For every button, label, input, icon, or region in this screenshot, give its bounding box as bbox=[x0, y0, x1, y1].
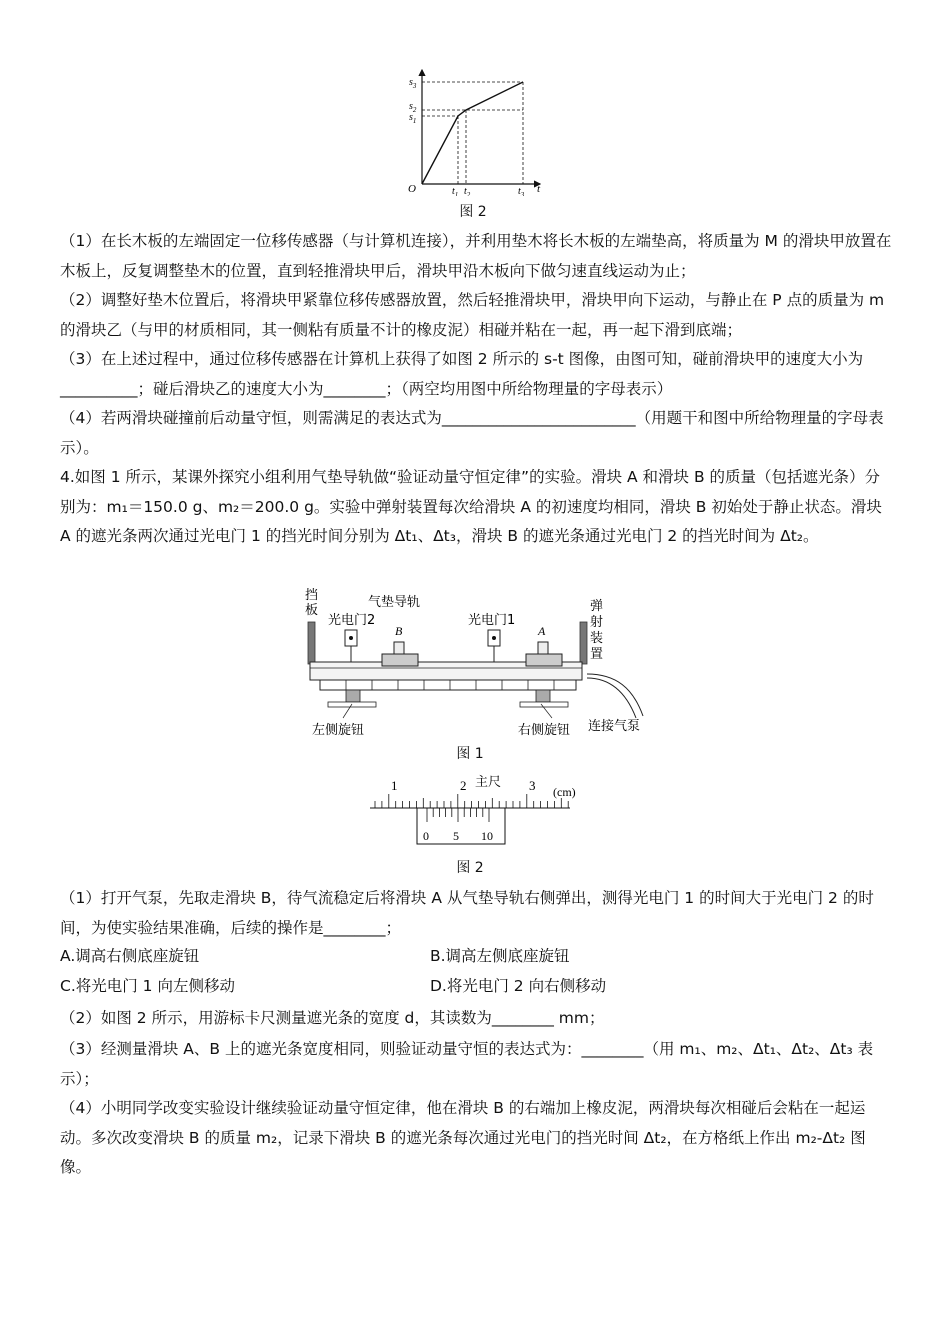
block-b bbox=[382, 654, 418, 666]
option-a: A.调高右侧底座旋钮 bbox=[60, 947, 200, 965]
launcher bbox=[580, 622, 587, 664]
option-d: D.将光电门 2 向右侧移动 bbox=[430, 977, 607, 995]
q4-part3: （3）经测量滑块 A、B 上的遮光条宽度相同，则验证动量守恒的表达式为：________（用 m₁、m₂、Δt₁、Δt₂、Δt₃ 表示）； bbox=[60, 1040, 874, 1088]
x-label-t2: $t_2$ bbox=[464, 186, 471, 196]
fig1-caption: 图 1 bbox=[456, 746, 484, 762]
fig2-caption: 图 2 bbox=[456, 860, 484, 876]
vernier-tick-0: 0 bbox=[423, 829, 429, 843]
st-graph-figure bbox=[400, 66, 550, 196]
st-graph-caption: 图 2 bbox=[459, 204, 487, 220]
block-a bbox=[526, 654, 562, 666]
board-label-2: 板 bbox=[305, 603, 319, 618]
unit-label: (cm) bbox=[553, 785, 576, 799]
q3-part4: （4）若两滑块碰撞前后动量守恒，则需满足的表达式为_________________________（用题干和图中所给物理量的字母表示）。 bbox=[60, 409, 884, 457]
block-b-label: B bbox=[395, 624, 403, 638]
x-label-t3: $t_3$ bbox=[518, 186, 525, 196]
main-scale-label: 主尺 bbox=[475, 775, 502, 790]
q4-part4: （4）小明同学改变实验设计继续验证动量守恒定律，他在滑块 B 的右端加上橡皮泥，两滑块每次相碰后会粘在一起运动。多次改变滑块 B 的质量 m₂，记录下滑块 B 的遮光条每次通过光电门的挡光时间 Δt₂，在方格纸上作出 m₂-Δt₂ 图像。 bbox=[60, 1099, 866, 1176]
st-line bbox=[422, 82, 523, 184]
right-knob bbox=[536, 690, 550, 702]
st-graph bbox=[400, 66, 550, 196]
option-b: B.调高左侧底座旋钮 bbox=[430, 947, 570, 965]
right-knob-label: 右侧旋钮 bbox=[518, 723, 571, 738]
gate1-label: 光电门1 bbox=[468, 613, 516, 628]
main-tick-2: 2 bbox=[460, 778, 467, 793]
launcher-label-4: 置 bbox=[590, 647, 604, 662]
main-tick-1: 1 bbox=[391, 778, 398, 793]
q3-part1: （1）在长木板的左端固定一位移传感器（与计算机连接），并利用垫木将长木板的左端垫高，将质量为 M 的滑块甲放置在木板上，反复调整垫木的位置，直到轻推滑块甲后，滑块甲沿木板向下做匀速直线运动为止； bbox=[60, 232, 892, 280]
launcher-label-1: 弹 bbox=[590, 599, 604, 614]
q3-part2: （2）调整好垫木位置后，将滑块甲紧靠位移传感器放置，然后轻推滑块甲，滑块甲向下运动，与静止在 P 点的质量为 m 的滑块乙（与甲的材质相同，其一侧粘有质量不计的橡皮泥）相碰并粘在一起，再一起下滑到底端； bbox=[60, 291, 885, 339]
q3-part3: （3）在上述过程中，通过位移传感器在计算机上获得了如图 2 所示的 s-t 图像，由图可知，碰前滑块甲的速度大小为__________；碰后滑块乙的速度大小为________；（两空均用图中所给物理量的字母表示） bbox=[60, 350, 864, 398]
board-label-1: 挡 bbox=[305, 588, 319, 603]
q4-intro: 4.如图 1 所示，某课外探究小组利用气垫导轨做“验证动量守恒定律”的实验。滑块 A 和滑块 B 的质量（包括遮光条）分别为：m₁＝150.0 g、m₂＝200.0 g。实验中弹射装置每次给滑块 A 的初速度均相同，滑块 B 初始处于静止状态。滑块 A 的遮光条两次通过光电门 1 的挡光时间分别为 Δt₁、Δt₃，滑块 B 的遮光条通过光电门 2 的挡光时间为 Δt₂。 bbox=[60, 468, 882, 545]
vernier-tick-10: 10 bbox=[481, 829, 493, 843]
option-c: C.将光电门 1 向左侧移动 bbox=[60, 977, 235, 995]
block-a-label: A bbox=[538, 624, 546, 638]
launcher-label-3: 装 bbox=[590, 631, 604, 646]
y-label-s3: $s_3$ bbox=[409, 77, 417, 90]
main-tick-3: 3 bbox=[529, 778, 536, 793]
y-label-s2: $s_2$ bbox=[409, 101, 417, 114]
air-track-diagram bbox=[298, 588, 658, 740]
vernier-tick-5: 5 bbox=[453, 829, 459, 843]
x-axis-label: t bbox=[537, 183, 541, 195]
left-knob bbox=[346, 690, 360, 702]
vernier-figure bbox=[365, 770, 590, 848]
track-base bbox=[320, 680, 576, 690]
pump-label: 连接气泵 bbox=[588, 719, 641, 734]
track-label: 气垫导轨 bbox=[368, 595, 421, 610]
q4-part1: （1）打开气泵，先取走滑块 B，待气流稳定后将滑块 A 从气垫导轨右侧弹出，测得光电门 1 的时间大于光电门 2 的时间，为使实验结果准确，后续的操作是________； bbox=[60, 889, 874, 937]
air-track-figure bbox=[298, 588, 658, 740]
q4-part2: （2）如图 2 所示，用游标卡尺测量遮光条的宽度 d，其读数为________ mm； bbox=[60, 1009, 605, 1027]
y-label-s1: $s_1$ bbox=[409, 112, 417, 125]
left-board bbox=[308, 622, 315, 664]
x-label-t1: $t_1$ bbox=[452, 186, 459, 196]
left-knob-label: 左侧旋钮 bbox=[312, 723, 365, 738]
launcher-label-2: 射 bbox=[590, 615, 604, 630]
pump-hose bbox=[587, 674, 643, 716]
vernier-diagram bbox=[365, 770, 590, 848]
origin-label: O bbox=[408, 183, 416, 195]
gate2-label: 光电门2 bbox=[328, 613, 376, 628]
